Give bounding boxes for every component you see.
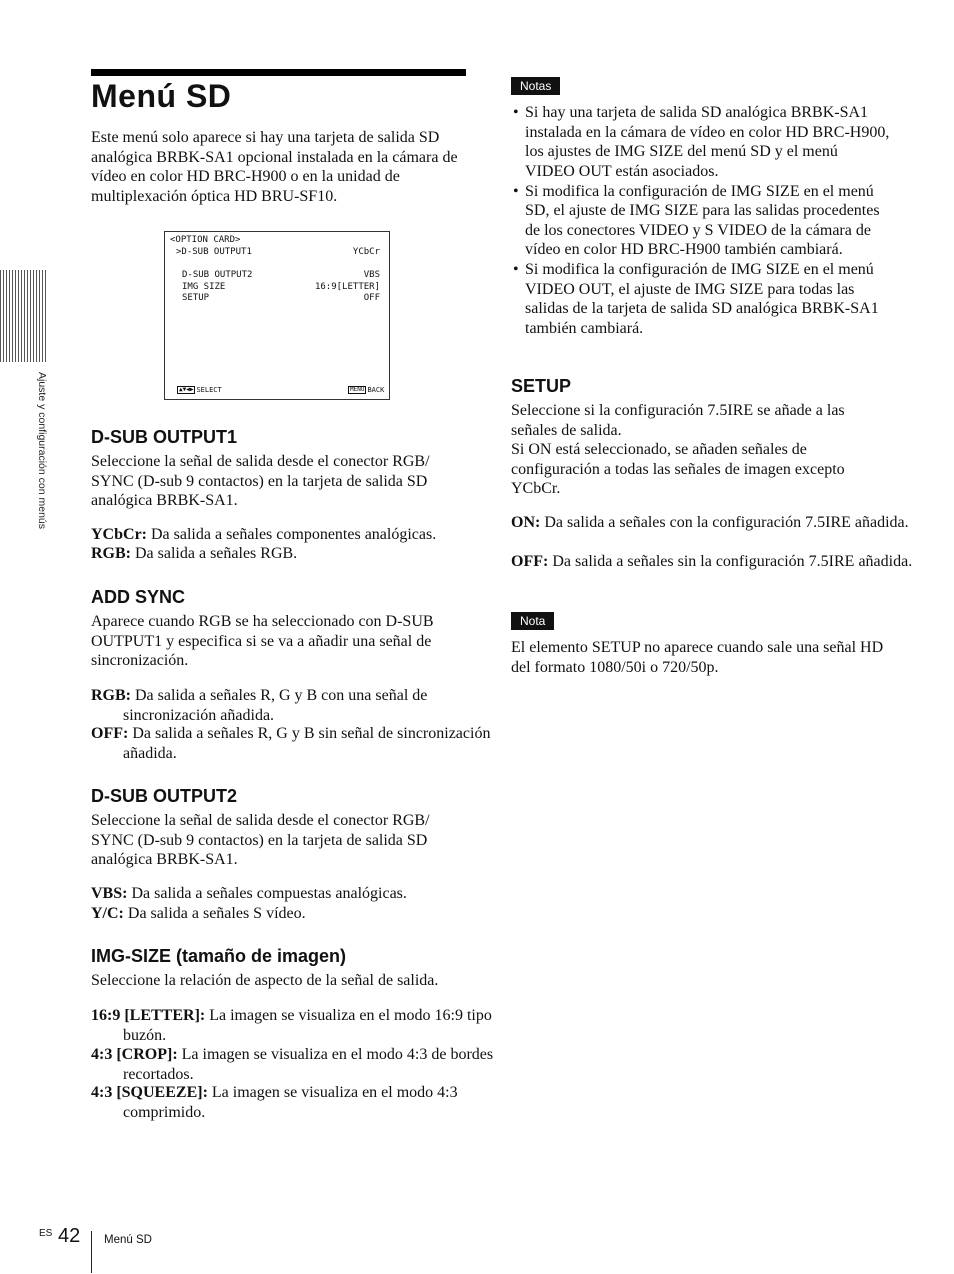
menu-screen-header: <OPTION CARD> — [170, 235, 241, 245]
menu-row-label: D-SUB OUTPUT2 — [182, 270, 253, 280]
menu-footer-select: ▲▼◀▶ SELECT — [179, 386, 222, 394]
menu-key-icon: MENU — [350, 386, 365, 393]
chapter-tab-marker — [0, 270, 46, 362]
heading-dsub-output1: D-SUB OUTPUT1 — [91, 427, 238, 447]
menu-row-label: SETUP — [182, 293, 210, 303]
footer-section-name: Menú SD — [104, 1234, 152, 1246]
notes-item: • Si modifica la configuración de IMG SIZE en el menú SD, el ajuste de IMG SIZE para las salidas procedentes de los conectores VIDEO y S VIDEO de la cámara de vídeo en color HD BRC-H900 también cambiará. — [511, 182, 891, 260]
menu-row-setup — [165, 293, 389, 305]
menu-row-value: 16:9[LETTER] — [314, 282, 380, 292]
imgsize-option-letter: 16:9 [LETTER]: La imagen se visualiza en el modo 16:9 tipo buzón. — [91, 1007, 492, 1044]
footer-divider — [91, 1231, 92, 1273]
menu-row-dsub1 — [165, 247, 389, 259]
setup-body-1: Seleccione si la configuración 7.5IRE se añade a las señales de salida. — [511, 402, 845, 439]
intro-paragraph: Este menú solo aparece si hay una tarjeta de salida SD analógica BRBK-SA1 opcional instalada en la cámara de vídeo en color HD BRC-H900 o en la unidad de multiplexación óptica HD BRU-SF10. — [91, 129, 458, 205]
addsync-option-off: OFF: Da salida a señales R, G y B sin señal de sincronización añadida. — [91, 725, 491, 762]
dsub1-option-rgb: RGB: Da salida a señales RGB. — [91, 545, 298, 562]
notes-list — [511, 103, 891, 339]
menu-row-dsub2 — [165, 270, 389, 282]
dsub1-body: Seleccione la señal de salida desde el conector RGB/ SYNC (D-sub 9 contactos) en la tarjeta de salida SD analógica BRBK-SA1. — [91, 453, 430, 509]
dsub1-option-ycbcr: YCbCr: Da salida a señales componentes analógicas. — [91, 526, 437, 543]
notes-badge: Notas — [511, 77, 560, 95]
imgsize-body: Seleccione la relación de aspecto de la señal de salida. — [91, 972, 439, 989]
addsync-option-rgb: RGB: Da salida a señales R, G y B con una señal de sincronización añadida. — [91, 687, 428, 724]
menu-row-label: IMG SIZE — [182, 282, 226, 292]
notes-item: • Si modifica la configuración de IMG SIZE en el menú VIDEO OUT, el ajuste de IMG SIZE para todas las salidas de la tarjeta de salida SD analógica BRBK-SA1 también cambiará. — [511, 260, 891, 338]
menu-row-value: YCbCr — [352, 247, 380, 257]
dsub2-body: Seleccione la señal de salida desde el conector RGB/ SYNC (D-sub 9 contactos) en la tarjeta de salida SD analógica BRBK-SA1. — [91, 812, 430, 868]
imgsize-option-crop: 4:3 [CROP]: La imagen se visualiza en el modo 4:3 de bordes recortados. — [91, 1046, 494, 1083]
menu-row-value: OFF — [363, 293, 380, 303]
imgsize-option-squeeze: 4:3 [SQUEEZE]: La imagen se visualiza en el modo 4:3 comprimido. — [91, 1084, 458, 1121]
setup-option-off: OFF: Da salida a señales sin la configuración 7.5IRE añadida. — [511, 553, 913, 570]
footer-language-code: ES — [39, 1228, 53, 1239]
footer-page-number: 42 — [58, 1225, 81, 1247]
page-title: Menú SD — [91, 78, 232, 114]
notes-item: • Si hay una tarjeta de salida SD analógica BRBK-SA1 instalada en la cámara de vídeo en color HD BRC-H900, los ajustes de IMG SIZE del menú SD y el menú VIDEO OUT están asociados. — [511, 103, 891, 181]
menu-row-value: VBS — [363, 270, 380, 280]
dsub2-option-yc: Y/C: Da salida a señales S vídeo. — [91, 905, 306, 922]
dsub2-option-vbs: VBS: Da salida a señales compuestas analógicas. — [91, 885, 407, 902]
note-badge: Nota — [511, 612, 554, 630]
menu-footer-back: MENU BACK — [350, 386, 385, 394]
heading-setup: SETUP — [511, 376, 572, 396]
title-rule — [91, 69, 466, 76]
setup-option-on: ON: Da salida a señales con la configuración 7.5IRE añadida. — [511, 514, 909, 531]
heading-dsub-output2: D-SUB OUTPUT2 — [91, 786, 238, 806]
note-text: El elemento SETUP no aparece cuando sale una señal HD del formato 1080/50i o 720/50p. — [511, 639, 884, 676]
setup-body-2: Si ON está seleccionado, se añaden señales de configuración a todas las señales de imagen excepto YCbCr. — [511, 441, 845, 497]
heading-img-size: IMG-SIZE (tamaño de imagen) — [91, 946, 347, 966]
menu-row-label: >D-SUB OUTPUT1 — [176, 247, 252, 257]
arrow-keys-icon: ▲▼◀▶ — [179, 386, 194, 393]
heading-add-sync: ADD SYNC — [91, 587, 186, 607]
menu-screen-illustration — [164, 231, 390, 400]
addsync-body: Aparece cuando RGB se ha seleccionado con D-SUB OUTPUT1 y especifica si se va a añadir una señal de sincronización. — [91, 613, 434, 669]
chapter-side-label: Ajuste y configuración con menús — [36, 372, 48, 530]
